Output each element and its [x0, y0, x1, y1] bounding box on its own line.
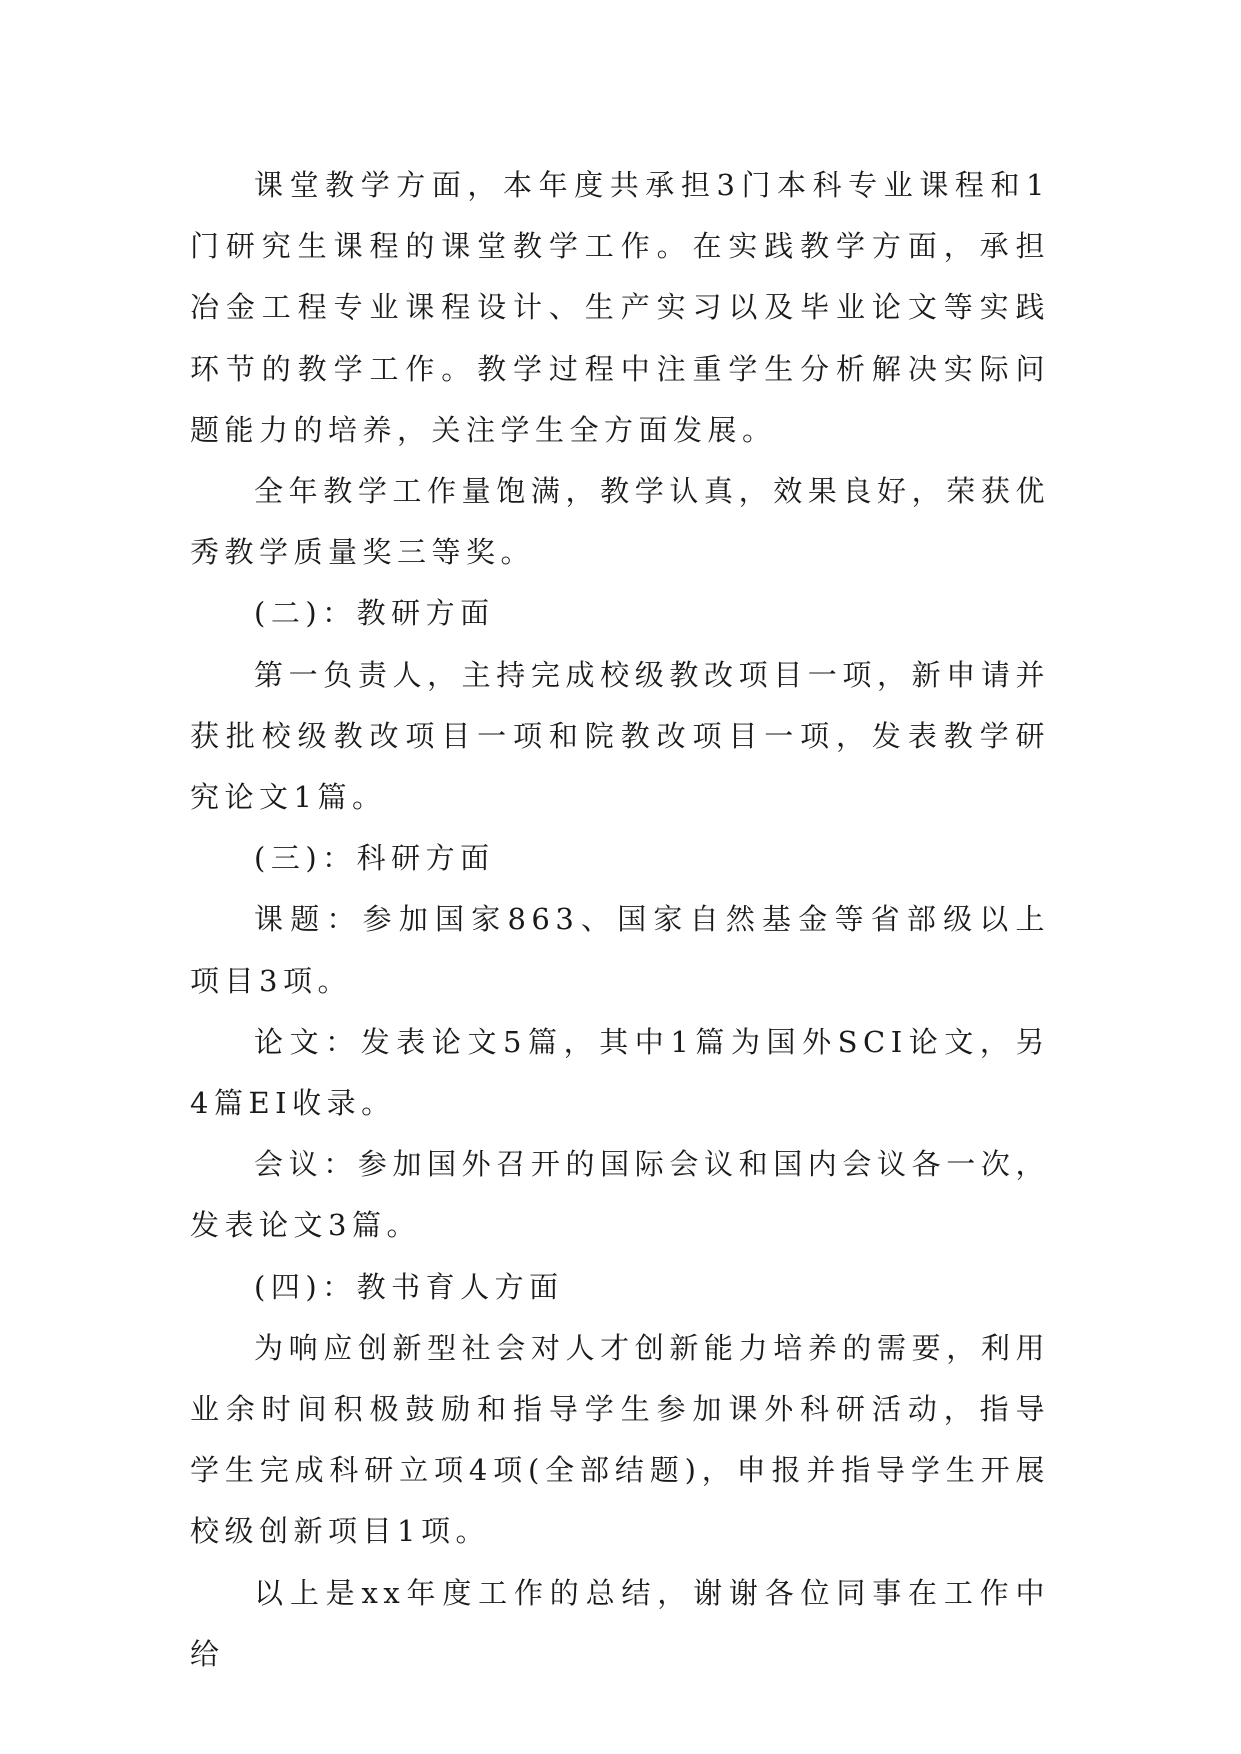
paragraph-student-guidance: 为响应创新型社会对人才创新能力培养的需要，利用业余时间积极鼓励和指导学生参加课外科研活动，指导学生完成科研立项4项(全部结题)，申报并指导学生开展校级创新项目1项。	[190, 1330, 1050, 1549]
paragraph-closing: 以上是xx年度工作的总结，谢谢各位同事在工作中给	[190, 1575, 1050, 1671]
paragraph-papers: 论文：发表论文5篇，其中1篇为国外SCI论文，另4篇EI收录。	[190, 1024, 1050, 1121]
section-heading-research: (三)：科研方面	[254, 841, 495, 876]
section-heading-education: (四)：教书育人方面	[254, 1269, 564, 1304]
paragraph-projects: 课题：参加国家863、国家自然基金等省部级以上项目3项。	[190, 902, 1050, 998]
paragraph-classroom-teaching: 课堂教学方面，本年度共承担3门本科专业课程和1门研究生课程的课堂教学工作。在实践教学方面，承担冶金工程专业课程设计、生产实习以及毕业论文等实践环节的教学工作。教学过程中注重学生分析解决实际问题能力的培养，关注学生全方面发展。	[190, 168, 1050, 447]
section-heading-teaching-research: (二)：教研方面	[254, 596, 495, 631]
document-body	[190, 155, 1050, 1685]
paragraph-teaching-reform: 第一负责人，主持完成校级教改项目一项，新申请并获批校级教改项目一项和院教改项目一项，发表教学研究论文1篇。	[190, 657, 1050, 815]
paragraph-teaching-award: 全年教学工作量饱满，教学认真，效果良好，荣获优秀教学质量奖三等奖。	[190, 474, 1050, 570]
paragraph-conferences: 会议：参加国外召开的国际会议和国内会议各一次，发表论文3篇。	[190, 1147, 1050, 1243]
